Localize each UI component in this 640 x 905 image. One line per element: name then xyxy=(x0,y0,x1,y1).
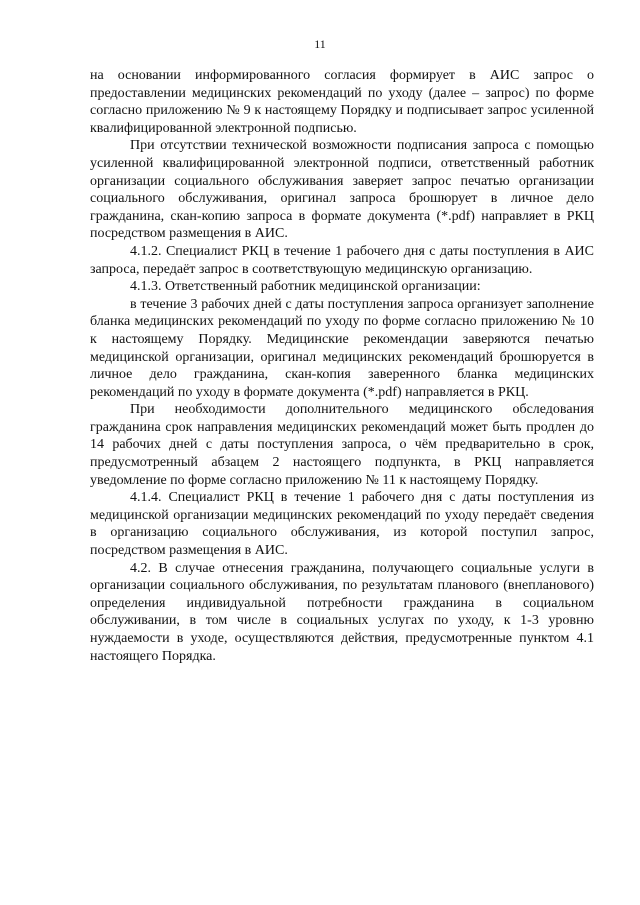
page-number: 11 xyxy=(314,37,326,51)
paragraph-medical-org-duties: в течение 3 рабочих дней с даты поступления запроса организует заполнение бланка медицинских рекомендаций по уходу по форме согласно приложению № 10 к настоящему Порядку. Медицинские рекомендации заверяются печатью медицинской организации, оригинал медицинских рекомендаций брошюруется в личное дело гражданина, скан-копия заверенного бланка медицинских рекомендаций по уходу в формате документа (*.pdf) направляется в РКЦ. xyxy=(90,296,594,400)
paragraph-4-1-2: 4.1.2. Специалист РКЦ в течение 1 рабочего дня с даты поступления в АИС запроса, передаёт запрос в соответствующую медицинскую организацию. xyxy=(90,243,594,277)
paragraph-4-2: 4.2. В случае отнесения гражданина, получающего социальные услуги в организации социального обслуживания, по результатам планового (внепланового) определения индивидуальной потребности гражданина в социальном обслуживании, в том числе в социальных услугах по уходу, к 1-3 уровню нуждаемости в уходе, осуществляются действия, предусмотренные пунктом 4.1 настоящего Порядка. xyxy=(90,560,594,664)
paragraph-extension-case: При необходимости дополнительного медицинского обследования гражданина срок направления медицинских рекомендаций может быть продлен до 14 рабочих дней с даты поступления запроса, о чём предварительно в срок, предусмотренный абзацем 2 настоящего подпункта, в РКЦ направляется уведомление по форме согласно приложению № 11 к настоящему Порядку. xyxy=(90,402,594,488)
paragraph-4-1-4: 4.1.4. Специалист РКЦ в течение 1 рабочего дня с даты поступления из медицинской организации медицинских рекомендаций по уходу передаёт сведения в организацию социального обслуживания, из которой поступил запрос, посредством размещения в АИС. xyxy=(90,490,594,559)
document-body xyxy=(90,67,594,665)
paragraph-continuation: на основании информированного согласия формирует в АИС запрос о предоставлении медицинских рекомендаций по уходу (далее – запрос) по форме согласно приложению № 9 к настоящему Порядку и подписывает запрос усиленной квалифицированной электронной подписью. xyxy=(90,68,594,136)
paragraph-4-1-3: 4.1.3. Ответственный работник медицинской организации: xyxy=(130,279,481,295)
paragraph-no-signature-case: При отсутствии технической возможности подписания запроса с помощью усиленной квалифицированной электронной подписи, ответственный работник организации социального обслуживания заверяет запрос печатью организации социального обслуживания, оригинал запроса брошюрует в личное дело гражданина, скан-копию запроса в формате документа (*.pdf) направляет в РКЦ посредством размещения в АИС. xyxy=(90,138,594,242)
